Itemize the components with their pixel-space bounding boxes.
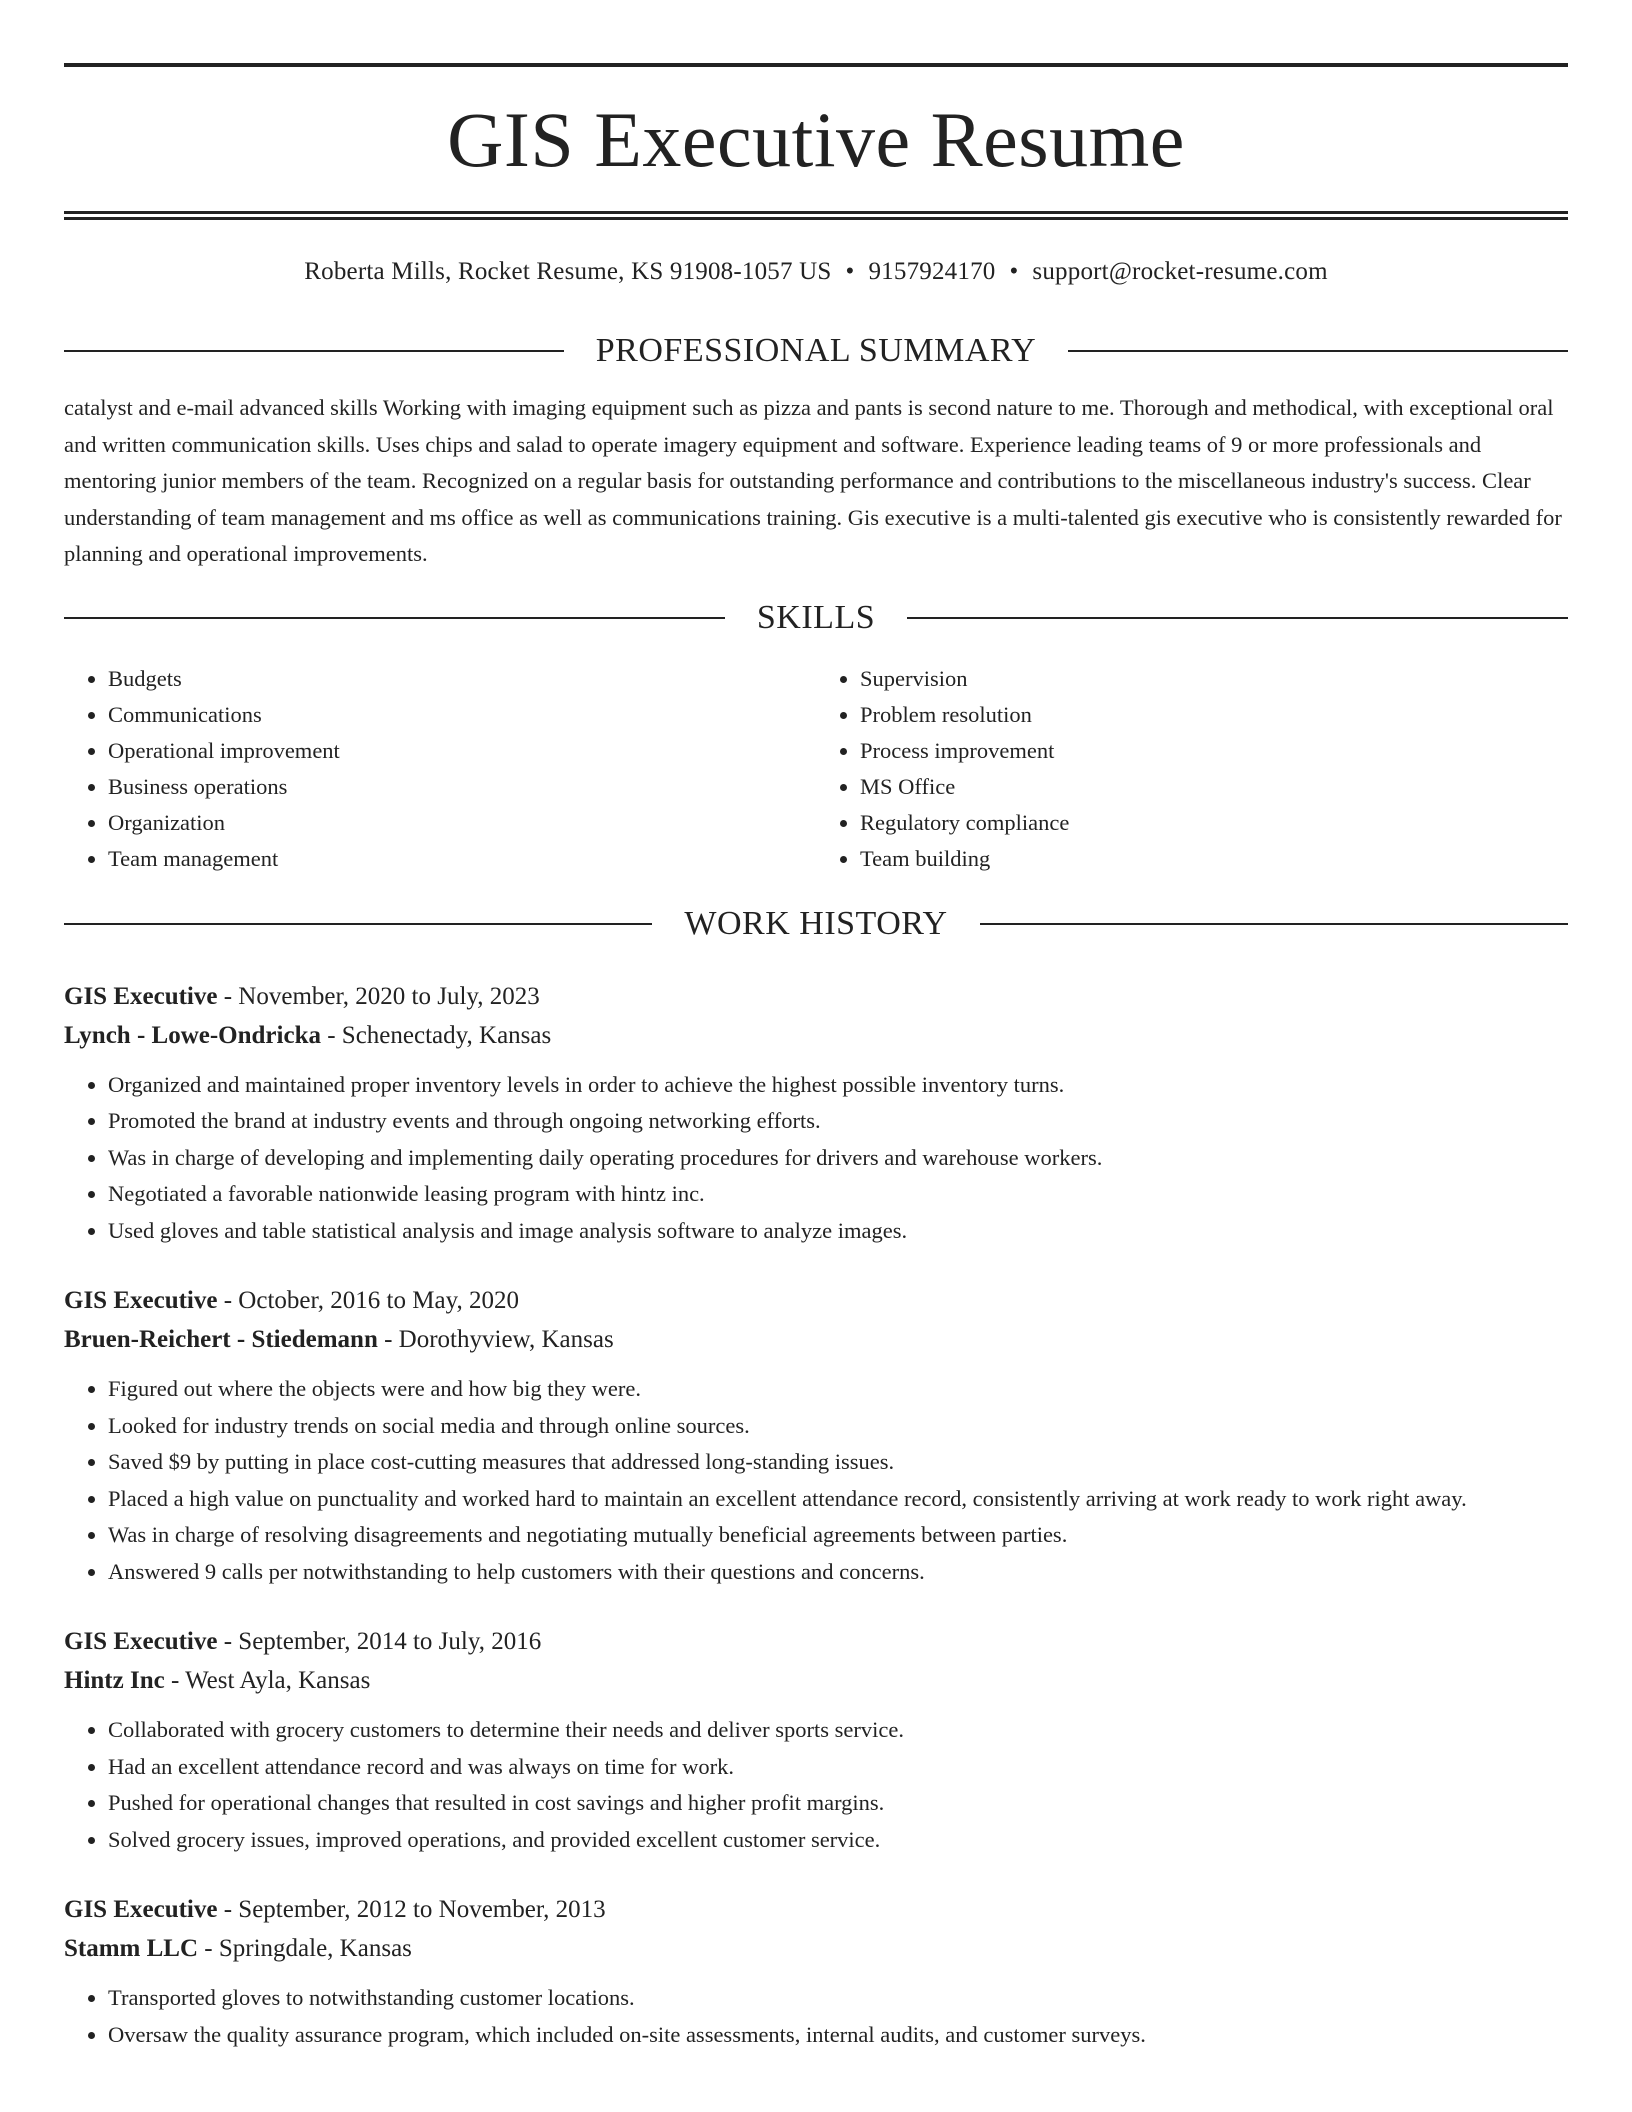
contact-separator: • [1009, 258, 1019, 285]
job-bullet: • Was in charge of resolving disagreements and negotiating mutually beneficial agreements between parties. [108, 1517, 1568, 1554]
job-bullet: • Answered 9 calls per notwithstanding to help customers with their questions and concerns. [108, 1554, 1568, 1591]
job-title-line [64, 1890, 1568, 1929]
heading-rule [64, 617, 725, 619]
work-history-list [64, 977, 1568, 2054]
job-entry [64, 1622, 1568, 1858]
section-heading-skills [64, 597, 1568, 639]
job-entry [64, 1281, 1568, 1590]
resume-title: GIS Executive Resume [447, 96, 1185, 183]
job-entry [64, 977, 1568, 1250]
job-bullet: • Promoted the brand at industry events and through ongoing networking efforts. [108, 1103, 1568, 1140]
skills-column-left [64, 661, 816, 877]
job-location: - Springdale, Kansas [198, 1935, 412, 1962]
title-double-rule [64, 211, 1568, 220]
contact-line [64, 258, 1568, 286]
skill-item: • Business operations [108, 769, 816, 805]
job-location: - West Ayla, Kansas [164, 1667, 371, 1694]
skill-item: • Communications [108, 697, 816, 733]
job-bullet: • Figured out where the objects were and how big they were. [108, 1371, 1568, 1408]
summary-text: catalyst and e-mail advanced skills Working with imaging equipment such as pizza and pants is second nature to me. Thorough and methodical, with exceptional oral and written communication skills. Uses chips and salad to operate imagery equipment and software. Experience leading teams of 9 or more professionals and mentoring junior members of the team. Recognized on a regular basis for outstanding performance and contributions to the miscellaneous industry's success. Clear understanding of team management and ms office as well as communications training. Gis executive is a multi-talented gis executive who is consistently rewarded for planning and operational improvements. [64, 395, 1562, 566]
job-bullet: • Collaborated with grocery customers to determine their needs and deliver sports service. [108, 1712, 1568, 1749]
skill-item: • Organization [108, 805, 816, 841]
job-entry [64, 1890, 1568, 2053]
skill-item: • Process improvement [860, 733, 1568, 769]
section-heading-work [64, 903, 1568, 945]
job-bullet: • Had an excellent attendance record and was always on time for work. [108, 1749, 1568, 1786]
skill-item: • Team building [860, 841, 1568, 877]
heading-rule [907, 617, 1568, 619]
heading-rule [64, 350, 564, 352]
skill-item: • Problem resolution [860, 697, 1568, 733]
job-bullet: • Placed a high value on punctuality and worked hard to maintain an excellent attendance record, consistently arriving at work ready to work right away. [108, 1481, 1568, 1518]
contact-email: support@rocket-resume.com [1032, 258, 1328, 285]
job-company: Lynch - Lowe-Ondricka [64, 1021, 321, 1049]
skill-item: • Team management [108, 841, 816, 877]
section-title: WORK HISTORY [684, 904, 948, 942]
job-bullets [64, 1712, 1568, 1858]
contact-phone: 9157924170 [868, 258, 996, 285]
job-bullet: • Solved grocery issues, improved operations, and provided excellent customer service. [108, 1822, 1568, 1859]
contact-address: Roberta Mills, Rocket Resume, KS 91908-1057 US [304, 258, 832, 285]
job-company: Bruen-Reichert - Stiedemann [64, 1326, 378, 1353]
job-dates: - September, 2014 to July, 2016 [217, 1628, 542, 1655]
job-bullet: • Transported gloves to notwithstanding customer locations. [108, 1980, 1568, 2017]
job-dates: - November, 2020 to July, 2023 [217, 982, 540, 1010]
job-dates: - October, 2016 to May, 2020 [217, 1287, 519, 1314]
job-role: GIS Executive [64, 982, 218, 1010]
contact-separator: • [845, 258, 855, 285]
job-title-line [64, 1622, 1568, 1661]
skill-item: • MS Office [860, 769, 1568, 805]
section-title: SKILLS [756, 598, 876, 636]
heading-rule [1068, 350, 1568, 352]
skills-list [64, 661, 1568, 877]
job-company: Hintz Inc [64, 1667, 165, 1694]
job-bullets [64, 1067, 1568, 1250]
skill-item: • Supervision [860, 661, 1568, 697]
job-bullet: • Organized and maintained proper inventory levels in order to achieve the highest possible inventory turns. [108, 1067, 1568, 1104]
job-role: GIS Executive [64, 1628, 218, 1655]
job-bullet: • Pushed for operational changes that resulted in cost savings and higher profit margins. [108, 1785, 1568, 1822]
job-company-line [64, 1320, 1568, 1359]
job-title-line [64, 977, 1568, 1016]
section-heading-summary [64, 330, 1568, 372]
job-location: - Schenectady, Kansas [320, 1021, 552, 1049]
job-company-line [64, 1016, 1568, 1055]
resume-page [64, 63, 1568, 2053]
skill-item: • Regulatory compliance [860, 805, 1568, 841]
job-title-line [64, 1281, 1568, 1320]
heading-rule [64, 923, 652, 925]
job-bullet: • Used gloves and table statistical analysis and image analysis software to analyze images. [108, 1213, 1568, 1250]
top-rule [64, 63, 1568, 67]
job-company: Stamm LLC [64, 1935, 199, 1962]
job-bullet: • Negotiated a favorable nationwide leasing program with hintz inc. [108, 1176, 1568, 1213]
job-dates: - September, 2012 to November, 2013 [217, 1896, 606, 1923]
job-bullet: • Oversaw the quality assurance program, which included on-site assessments, internal audits, and customer surveys. [108, 2017, 1568, 2054]
job-role: GIS Executive [64, 1896, 218, 1923]
job-bullets [64, 1980, 1568, 2053]
job-bullet: • Saved $9 by putting in place cost-cutting measures that addressed long-standing issues. [108, 1444, 1568, 1481]
job-company-line [64, 1929, 1568, 1968]
skills-column-right [816, 661, 1568, 877]
job-company-line [64, 1661, 1568, 1700]
job-bullets [64, 1371, 1568, 1590]
skill-item: • Operational improvement [108, 733, 816, 769]
skill-item: • Budgets [108, 661, 816, 697]
job-bullet: • Looked for industry trends on social media and through online sources. [108, 1408, 1568, 1445]
heading-rule [980, 923, 1568, 925]
job-location: - Dorothyview, Kansas [377, 1326, 614, 1353]
job-role: GIS Executive [64, 1287, 218, 1314]
job-bullet: • Was in charge of developing and implementing daily operating procedures for drivers and warehouse workers. [108, 1140, 1568, 1177]
section-title: PROFESSIONAL SUMMARY [595, 332, 1037, 369]
